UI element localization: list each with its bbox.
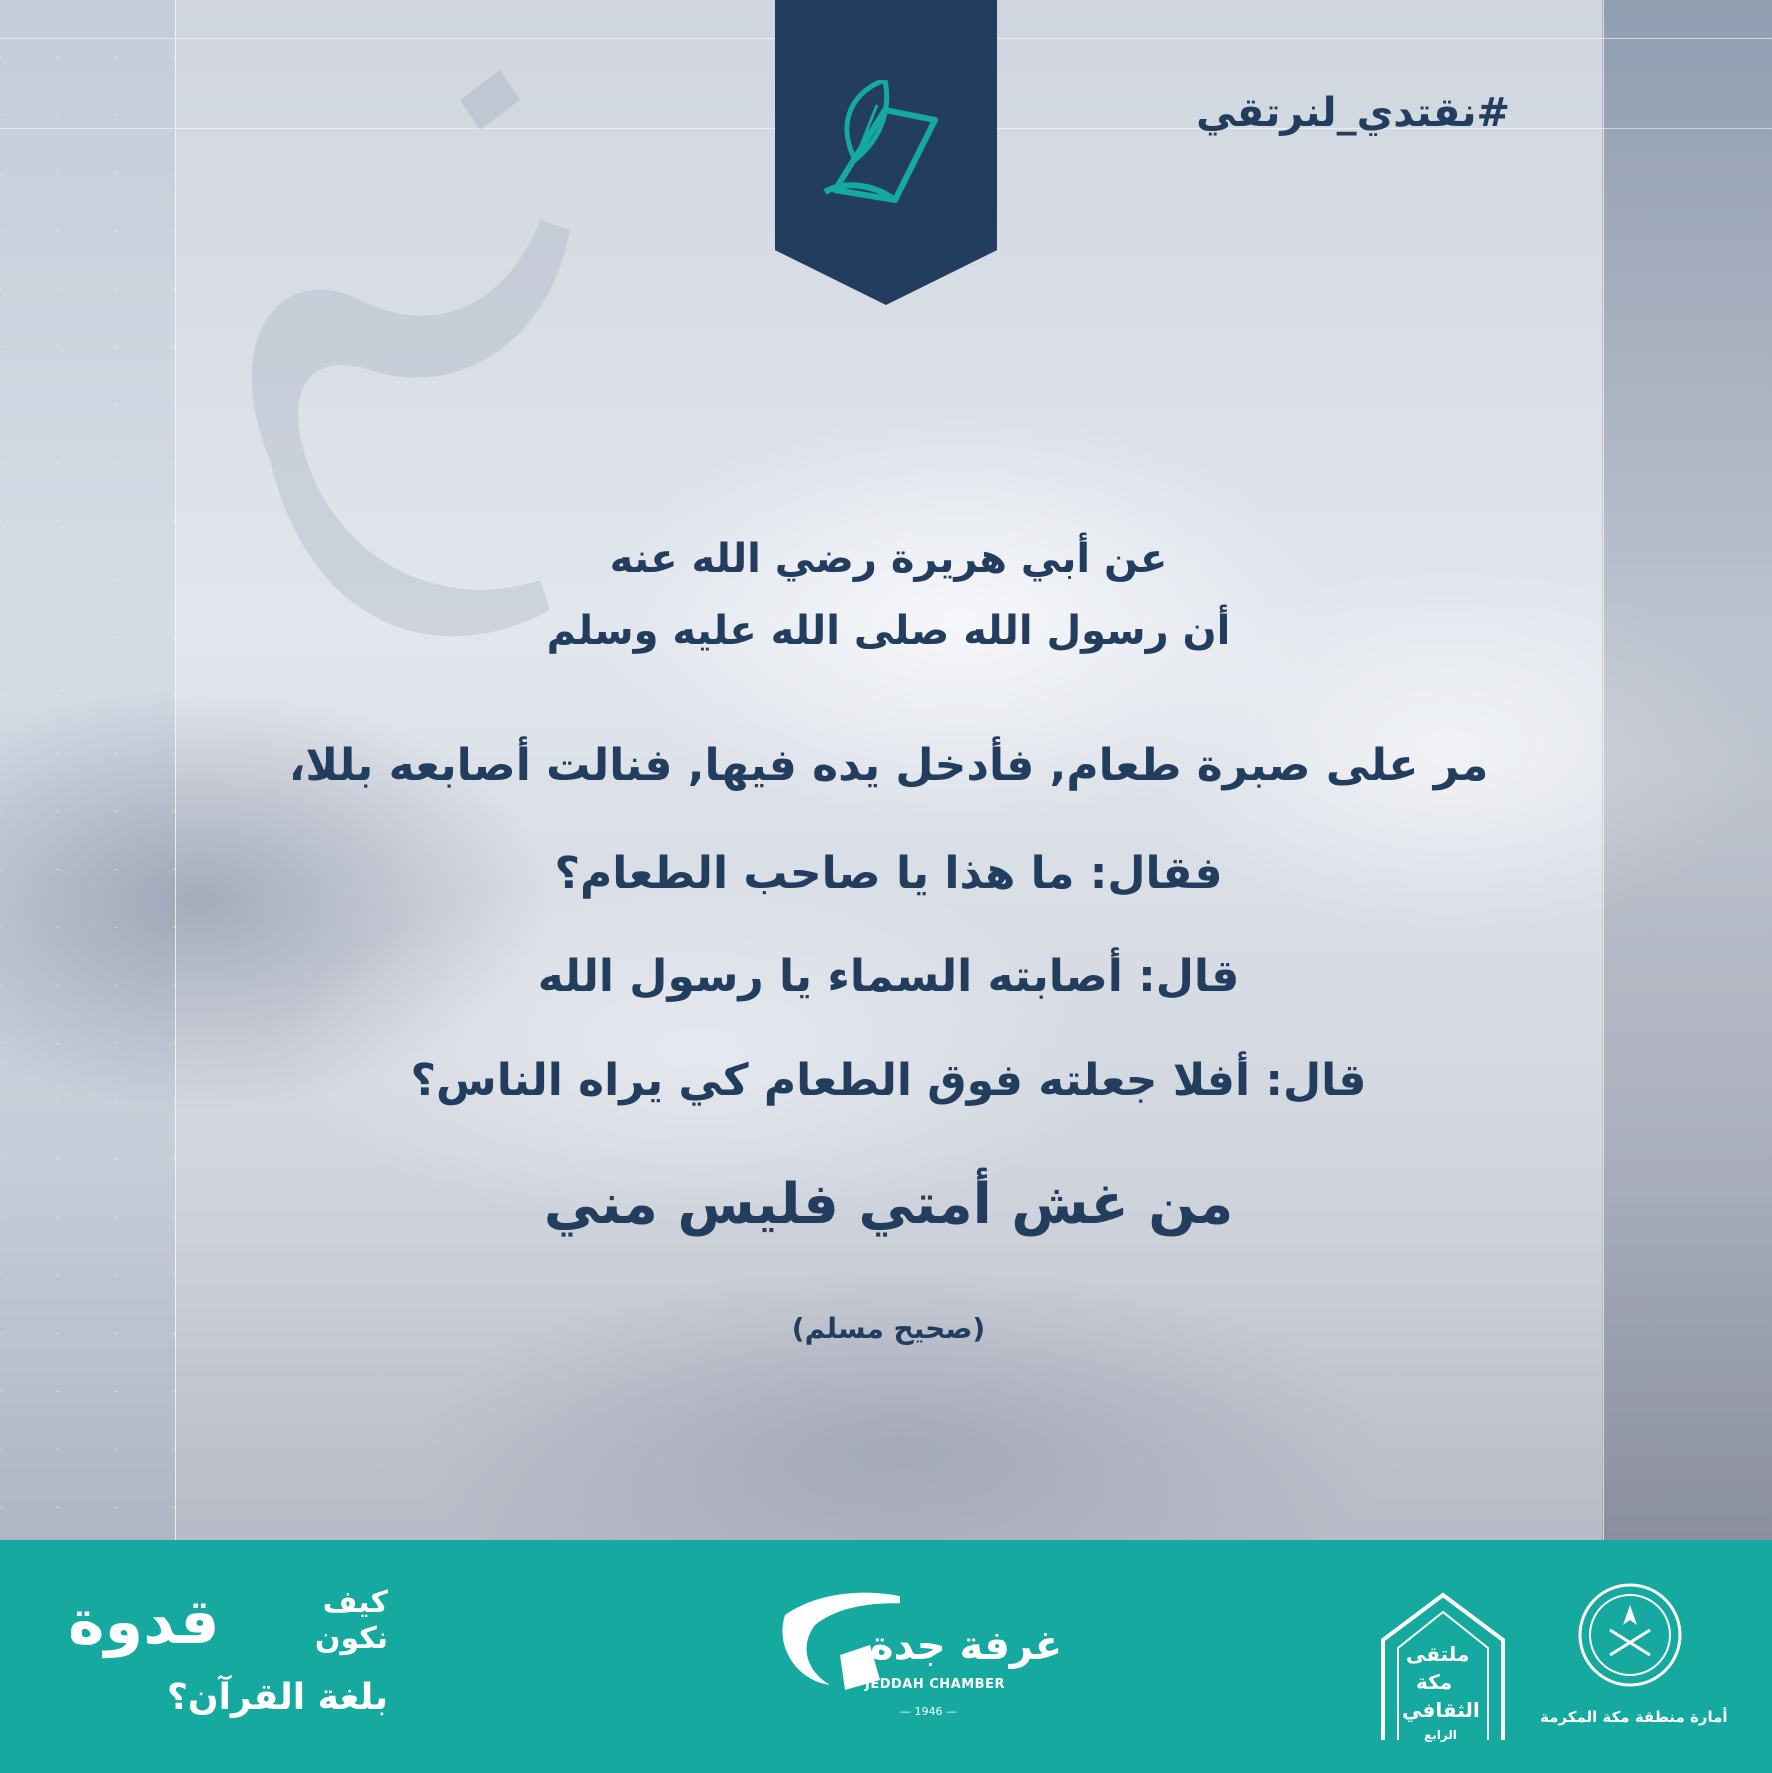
narration-line-2: أن رسول الله صلى الله عليه وسلم — [546, 608, 1231, 654]
campaign-logo-nakun: نكون — [314, 1621, 388, 1656]
forum-logo-line-3: الثقافي — [1402, 1698, 1480, 1722]
forum-logo-line-1: ملتقى — [1406, 1642, 1470, 1666]
quill-scroll-icon — [815, 80, 957, 210]
hadith-line-4: قال: أفلا جعلته فوق الطعام كي يراه الناس؟ — [410, 1055, 1367, 1106]
chamber-arabic-name: غرفة جدة — [870, 1623, 1063, 1669]
hashtag-label: #نقتدي_لنرتقي — [1196, 90, 1510, 136]
hadith-source: (صحيح مسلم) — [791, 1312, 986, 1345]
footer-bar — [0, 1540, 1772, 1773]
hadith-line-3: قال: أصابته السماء يا رسول الله — [537, 951, 1240, 1002]
decorative-letter-watermark — [210, 40, 630, 680]
letter-dad-graphic — [210, 40, 630, 680]
forum-logo-line-2: مكة — [1416, 1670, 1453, 1694]
chamber-english-name: JEDDAH CHAMBER — [865, 1677, 1005, 1692]
geometric-pattern-strip — [0, 0, 176, 1540]
jeddah-chamber-logo — [780, 1585, 1063, 1745]
emirate-caption: أمارة منطقة مكة المكرمة — [1540, 1708, 1728, 1726]
chamber-founding-year: — 1946 — — [900, 1705, 957, 1718]
makkah-forum-logo — [1378, 1590, 1508, 1750]
right-side-strip — [1602, 0, 1772, 1540]
emirate-emblem-icon — [1575, 1580, 1685, 1690]
hadith-highlight: من غش أمتي فليس مني — [543, 1172, 1234, 1237]
makkah-emirate-logo — [1540, 1580, 1728, 1750]
campaign-logo-tagline: بلغة القرآن؟ — [166, 1677, 388, 1718]
campaign-logo-qudwa: قدوة — [68, 1585, 220, 1658]
hadith-line-2: فقال: ما هذا يا صاحب الطعام؟ — [554, 848, 1223, 899]
hadith-line-1: مر على صبرة طعام, فأدخل يده فيها, فنالت أصابعه بللا، — [288, 740, 1489, 791]
campaign-logo — [68, 1585, 388, 1735]
narration-line-1: عن أبي هريرة رضي الله عنه — [609, 536, 1168, 582]
forum-logo-edition: الرابع — [1424, 1728, 1457, 1742]
campaign-logo-kayf: كيف — [322, 1585, 388, 1620]
top-ribbon-badge — [775, 0, 997, 305]
